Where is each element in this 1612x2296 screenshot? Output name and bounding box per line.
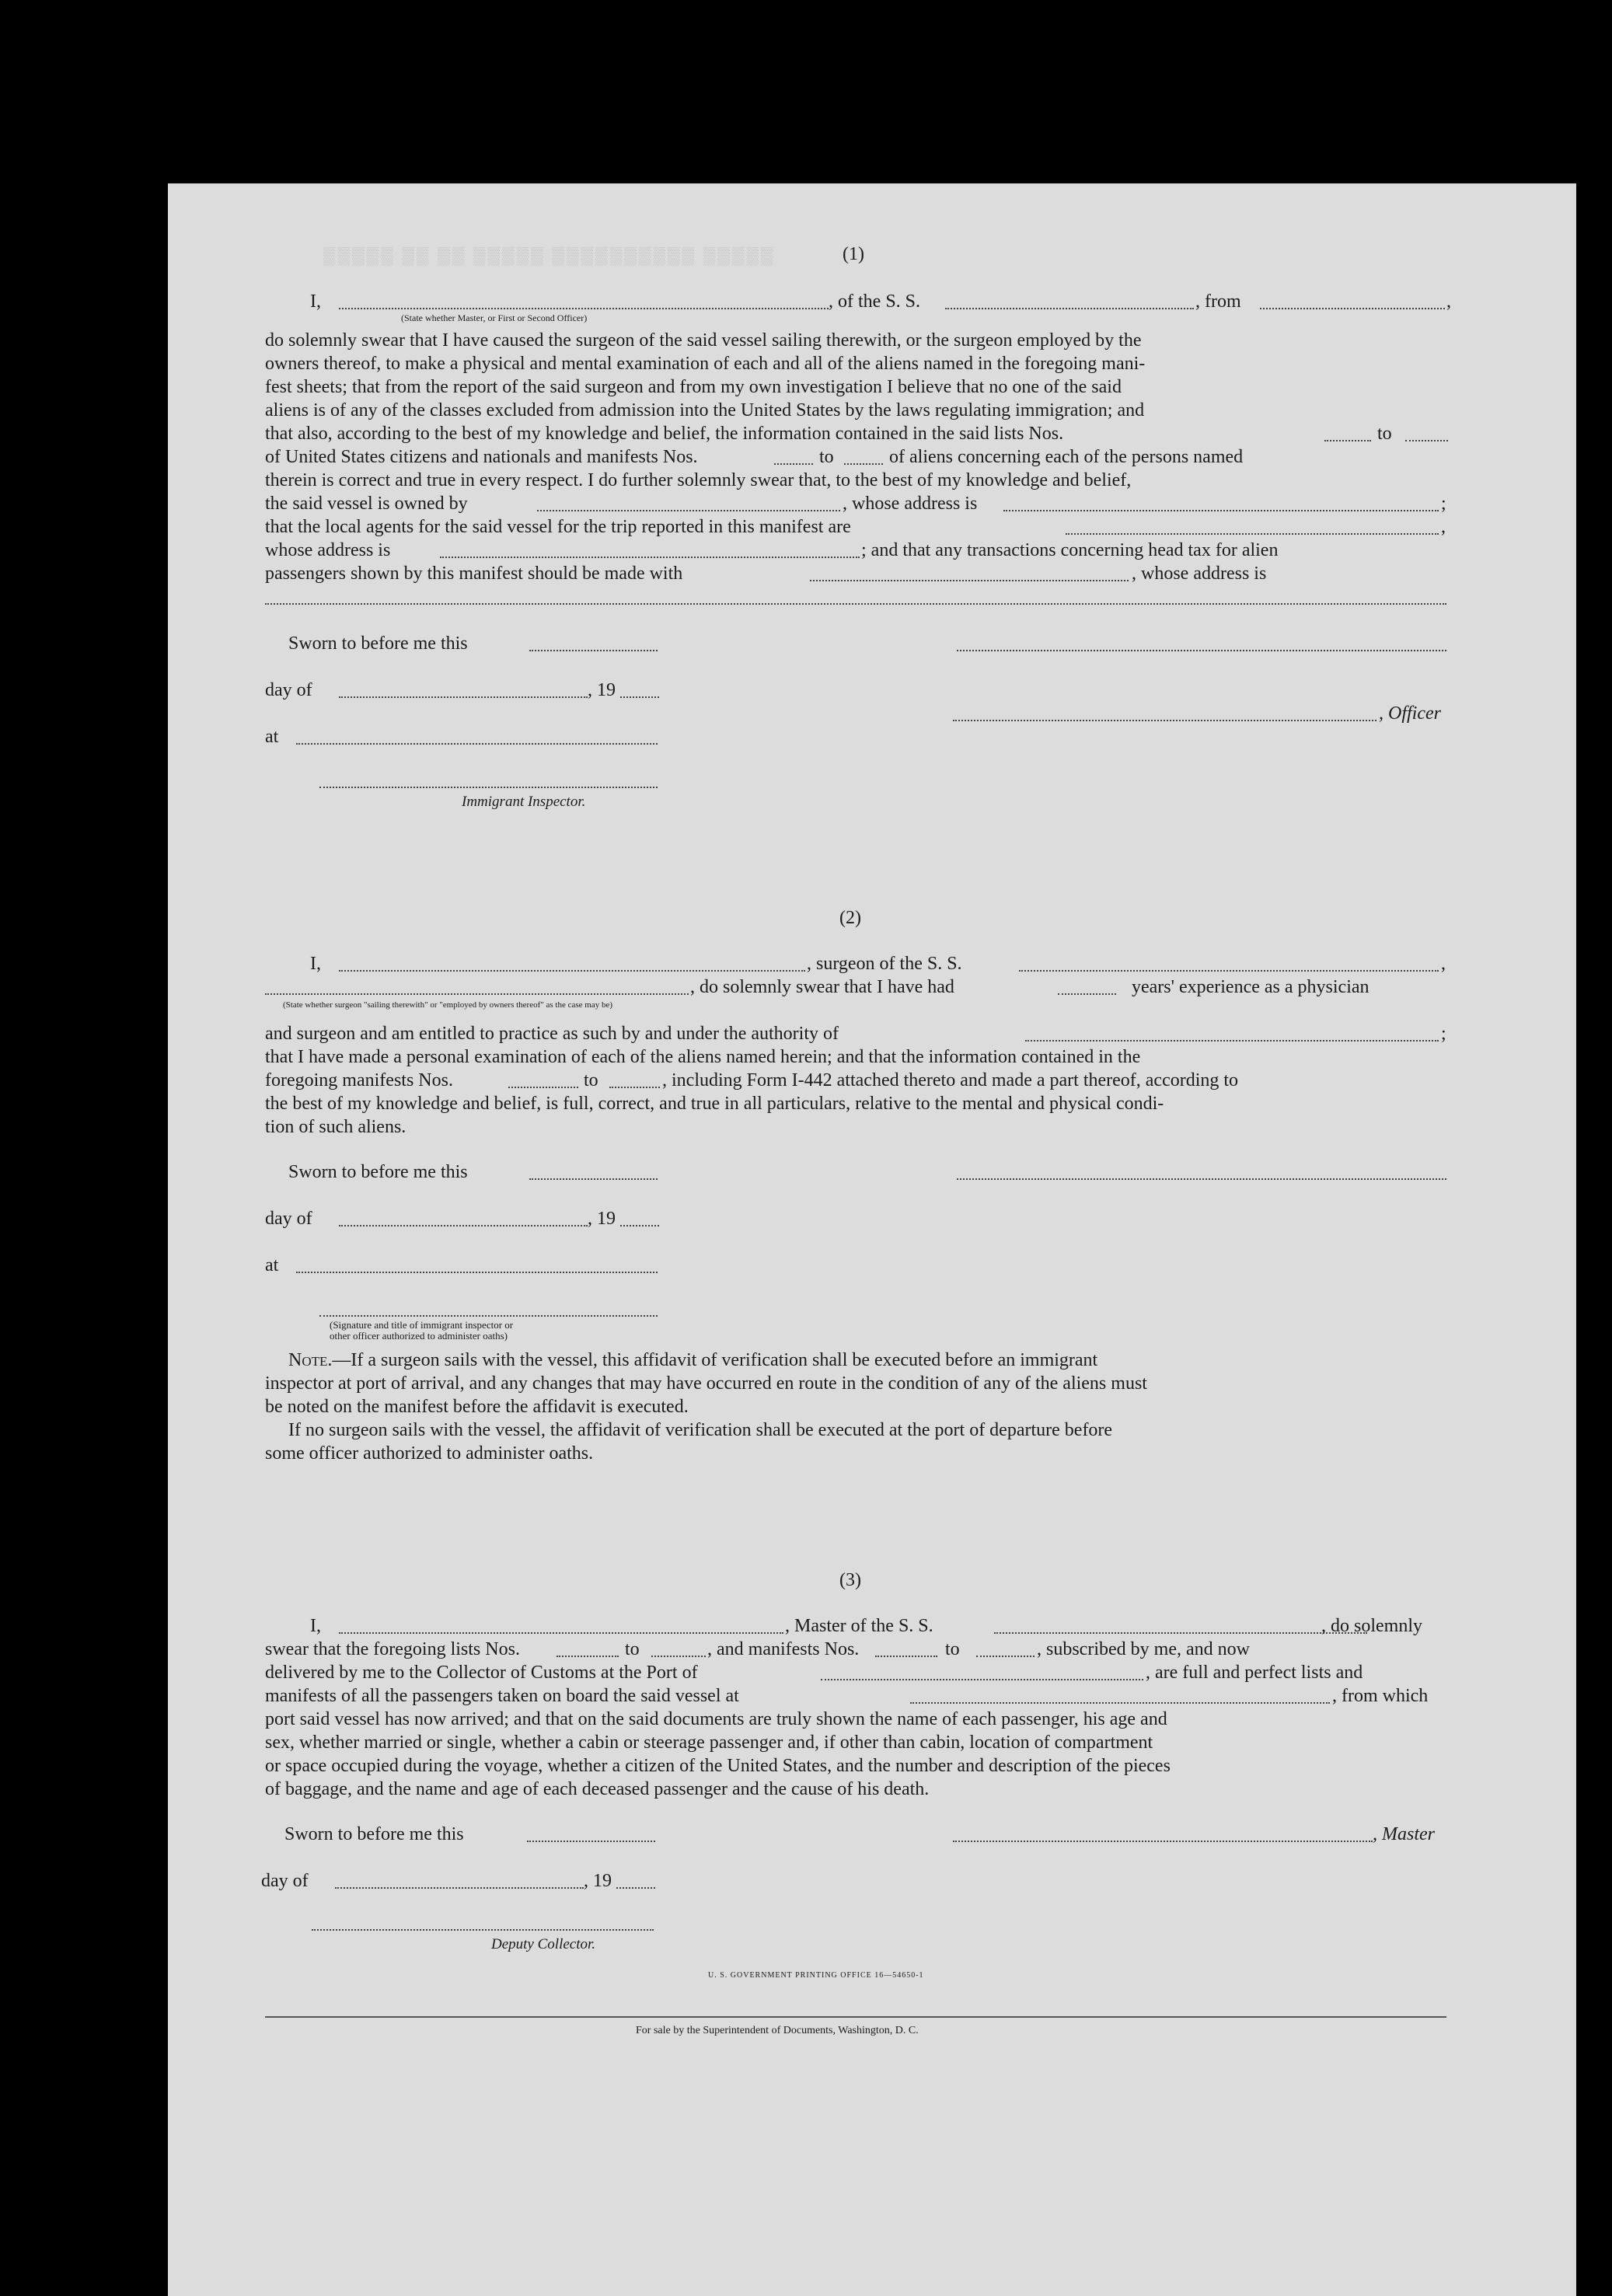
s1-year-field[interactable]	[620, 696, 659, 698]
s3-master-signature-line[interactable]	[953, 1841, 1373, 1842]
s3-sworn-date-field[interactable]	[527, 1841, 655, 1842]
s2-note-line1	[288, 1349, 1097, 1371]
s1-headtax-field[interactable]	[810, 580, 1129, 581]
s1-officer-label: , Officer	[1379, 703, 1441, 724]
s1-to-label: to	[1377, 424, 1392, 444]
s1-para-line: that the local agents for the said vessel for the trip reported in this manifest are	[265, 517, 851, 537]
s2-to-label: to	[584, 1070, 598, 1090]
s1-officer-signature-line[interactable]	[957, 650, 1446, 651]
s1-place-field[interactable]	[296, 743, 658, 745]
s3-para-line: , are full and perfect lists and	[1146, 1663, 1363, 1683]
s3-to-label: to	[625, 1639, 640, 1659]
s3-year-label: , 19	[584, 1871, 612, 1891]
s2-month-field[interactable]	[339, 1225, 588, 1227]
s1-line1-end: ,	[1446, 291, 1451, 312]
printing-office-imprint: U. S. GOVERNMENT PRINTING OFFICE 16—54650-1	[708, 1971, 924, 1980]
s3-collector-signature-line[interactable]	[312, 1929, 654, 1931]
s1-para-line: owners thereof, to make a physical and mental examination of each and all of the aliens named in the foregoing mani-	[265, 354, 1146, 374]
s3-para-line: sex, whether married or single, whether a cabin or steerage passenger and, if other than cabin, location of compartment	[265, 1732, 1153, 1753]
s1-line1-i: I,	[310, 291, 321, 312]
section-1-heading: (1)	[843, 244, 864, 264]
s1-from: , from	[1195, 291, 1241, 312]
s1-day-label: day of	[265, 680, 312, 700]
footer-rule	[265, 2016, 1446, 2018]
s1-at-label: at	[265, 727, 279, 747]
s1-to-label: to	[819, 447, 834, 467]
s1-year-label: , 19	[588, 680, 616, 700]
s2-manifest-to-field[interactable]	[609, 1087, 660, 1088]
s2-day-label: day of	[265, 1209, 312, 1229]
s3-para-line: delivered by me to the Collector of Customs at the Port of	[265, 1663, 698, 1683]
s1-para-line: of aliens concerning each of the persons named	[889, 447, 1244, 467]
s1-agents-address-field[interactable]	[440, 557, 860, 558]
s1-para-line: the said vessel is owned by	[265, 494, 468, 514]
s2-year-field[interactable]	[620, 1225, 659, 1227]
s2-years-field[interactable]	[1058, 993, 1116, 995]
s2-authority-field[interactable]	[1025, 1040, 1439, 1042]
s3-para-line: , from which	[1332, 1686, 1429, 1706]
s1-owner-address-field[interactable]	[1003, 510, 1439, 511]
s3-master-label: , Master of the S. S.	[785, 1616, 933, 1636]
s1-officer-rank-hint: (State whether Master, or First or Second Officer)	[401, 312, 588, 323]
s2-surgeon-label: , surgeon of the S. S.	[807, 954, 962, 974]
s3-para-line: manifests of all the passengers taken on board the said vessel at	[265, 1686, 739, 1706]
section-3-heading: (3)	[839, 1570, 861, 1590]
s1-list-to-field[interactable]	[1405, 440, 1448, 441]
s1-para-line: do solemnly swear that I have caused the surgeon of the said vessel sailing therewith, or the surgeon employed by the	[265, 330, 1142, 351]
s3-swear-text: , do solemnly	[1321, 1616, 1422, 1636]
s1-sworn-label: Sworn to before me this	[288, 633, 468, 654]
s2-year-label: , 19	[588, 1209, 616, 1229]
s2-at-label: at	[265, 1255, 279, 1275]
s2-note-line: some officer authorized to administer oaths.	[265, 1443, 594, 1464]
s1-manifest-from-field[interactable]	[774, 463, 813, 465]
s1-inspector-signature-line[interactable]	[319, 787, 658, 788]
s3-para-line: port said vessel has now arrived; and that on the said documents are truly shown the name of each passenger, his age and	[265, 1709, 1167, 1729]
s3-manifests-label: , and manifests Nos.	[707, 1639, 860, 1659]
s3-to-label: to	[945, 1639, 960, 1659]
s3-boarding-port-field[interactable]	[910, 1702, 1330, 1704]
bleed-through-text: ▒▒▒▒▒ ▒▒ ▒▒ ▒▒▒▒▒ ▒▒▒▒▒▒▒▒▒▒ ▒▒▒▒▒	[323, 246, 776, 265]
s1-para-line: fest sheets; that from the report of the said surgeon and from my own investigation I believe that no one of the said	[265, 377, 1122, 397]
s1-agents-field[interactable]	[1066, 533, 1439, 535]
s3-manifest-to-field[interactable]	[976, 1656, 1035, 1657]
s2-place-field[interactable]	[296, 1272, 658, 1273]
form-page	[168, 183, 1576, 2296]
s3-day-label: day of	[261, 1871, 309, 1891]
s3-para-line: , subscribed by me, and now	[1037, 1639, 1250, 1659]
s1-address-label: , whose address is	[1132, 564, 1267, 584]
s3-para-line: or space occupied during the voyage, whether a citizen of the United States, and the number and description of the pieces	[265, 1756, 1171, 1776]
s1-address-label: , whose address is	[843, 494, 978, 514]
s3-sworn-label: Sworn to before me this	[284, 1824, 464, 1844]
s2-comma: ,	[1441, 954, 1446, 974]
s3-list-from-field[interactable]	[557, 1656, 619, 1657]
s3-line1-i: I,	[310, 1616, 321, 1636]
s2-para-line: the best of my knowledge and belief, is full, correct, and true in all particulars, relative to the mental and physical condi-	[265, 1094, 1164, 1114]
s2-note-line: be noted on the manifest before the affidavit is executed.	[265, 1397, 689, 1417]
s1-comma: ,	[1441, 517, 1446, 537]
s3-para-line: of baggage, and the name and age of each deceased passenger and the cause of his death.	[265, 1779, 930, 1799]
note-label: Note.	[288, 1350, 333, 1370]
s1-vessel-field[interactable]	[945, 308, 1194, 309]
s2-line1-i: I,	[310, 954, 321, 974]
s2-sworn-date-field[interactable]	[529, 1178, 658, 1180]
s1-para-line: that also, according to the best of my knowledge and belief, the information contained in the said lists Nos.	[265, 424, 1064, 444]
s2-surgeon-name-field[interactable]	[339, 970, 805, 972]
note-text: —If a surgeon sails with the vessel, this affidavit of verification shall be executed before an immigrant	[332, 1350, 1098, 1370]
section-2-heading: (2)	[839, 908, 861, 928]
s1-officer-field[interactable]	[953, 720, 1376, 721]
s2-manifest-from-field[interactable]	[508, 1087, 578, 1088]
s1-manifest-to-field[interactable]	[844, 463, 883, 465]
s3-collector-label: Deputy Collector.	[491, 1936, 596, 1952]
s3-list-to-field[interactable]	[651, 1656, 706, 1657]
s1-para-line: ; and that any transactions concerning head tax for alien	[861, 540, 1279, 560]
s2-surgeon-status-hint: (State whether surgeon "sailing therewith" or "employed by owners thereof" as the case may be)	[283, 1000, 613, 1010]
s1-sworn-date-field[interactable]	[529, 650, 658, 651]
s1-owner-field[interactable]	[537, 510, 840, 511]
s1-para-line: aliens is of any of the classes excluded from admission into the United States by the laws regulating immigration; and	[265, 400, 1145, 420]
s1-para-line: of United States citizens and nationals and manifests Nos.	[265, 447, 698, 467]
s2-semicolon: ;	[1441, 1024, 1446, 1044]
s3-month-field[interactable]	[335, 1887, 584, 1889]
s1-inspector-label: Immigrant Inspector.	[462, 794, 586, 810]
s2-para-line: tion of such aliens.	[265, 1117, 406, 1137]
s1-list-from-field[interactable]	[1324, 440, 1371, 441]
s2-sworn-label: Sworn to before me this	[288, 1162, 468, 1182]
s1-month-field[interactable]	[339, 696, 588, 698]
s2-para-line: foregoing manifests Nos.	[265, 1070, 453, 1090]
s1-of-ss: , of the S. S.	[829, 291, 921, 312]
s2-note-line: inspector at port of arrival, and any changes that may have occurred en route in the condition of any of the aliens must	[265, 1373, 1147, 1394]
s2-years-text: years' experience as a physician	[1132, 977, 1370, 997]
s2-surgeon-signature-line[interactable]	[957, 1178, 1446, 1180]
s2-official-signature-line[interactable]	[319, 1315, 658, 1317]
s1-officer-name-field[interactable]	[339, 308, 829, 309]
s3-vessel-field[interactable]	[994, 1632, 1367, 1634]
s2-para-line: and surgeon and am entitled to practice as such by and under the authority of	[265, 1024, 839, 1044]
s1-semicolon: ;	[1441, 494, 1446, 514]
s3-port-field[interactable]	[821, 1679, 1143, 1680]
s3-manifest-from-field[interactable]	[875, 1656, 937, 1657]
s1-from-field[interactable]	[1260, 308, 1445, 309]
s1-headtax-address-field[interactable]	[265, 603, 1446, 605]
s2-sig-hint-1: (Signature and title of immigrant inspector or	[330, 1319, 514, 1331]
s1-para-line: whose address is	[265, 540, 391, 560]
s3-year-field[interactable]	[616, 1887, 655, 1889]
s2-para-line: , including Form I-442 attached thereto and made a part thereof, according to	[662, 1070, 1239, 1090]
s3-master-label-sig: , Master	[1373, 1824, 1435, 1844]
s1-para-line: passengers shown by this manifest should be made with	[265, 564, 683, 584]
s3-para-line: swear that the foregoing lists Nos.	[265, 1639, 520, 1659]
s2-para-line: that I have made a personal examination of each of the aliens named herein; and that the information contained in the	[265, 1047, 1141, 1067]
s2-surgeon-status-field[interactable]	[265, 993, 689, 995]
s2-sig-hint-2: other officer authorized to administer oaths)	[330, 1330, 508, 1342]
sale-notice: For sale by the Superintendent of Documents, Washington, D. C.	[636, 2025, 919, 2036]
s3-master-name-field[interactable]	[339, 1632, 783, 1634]
s2-swear-text: , do solemnly swear that I have had	[690, 977, 954, 997]
s2-vessel-field[interactable]	[1019, 970, 1439, 972]
s1-para-line: therein is correct and true in every respect. I do further solemnly swear that, to the best of my knowledge and belief,	[265, 470, 1132, 490]
s2-note-line: If no surgeon sails with the vessel, the affidavit of verification shall be executed at the port of departure before	[288, 1420, 1113, 1440]
